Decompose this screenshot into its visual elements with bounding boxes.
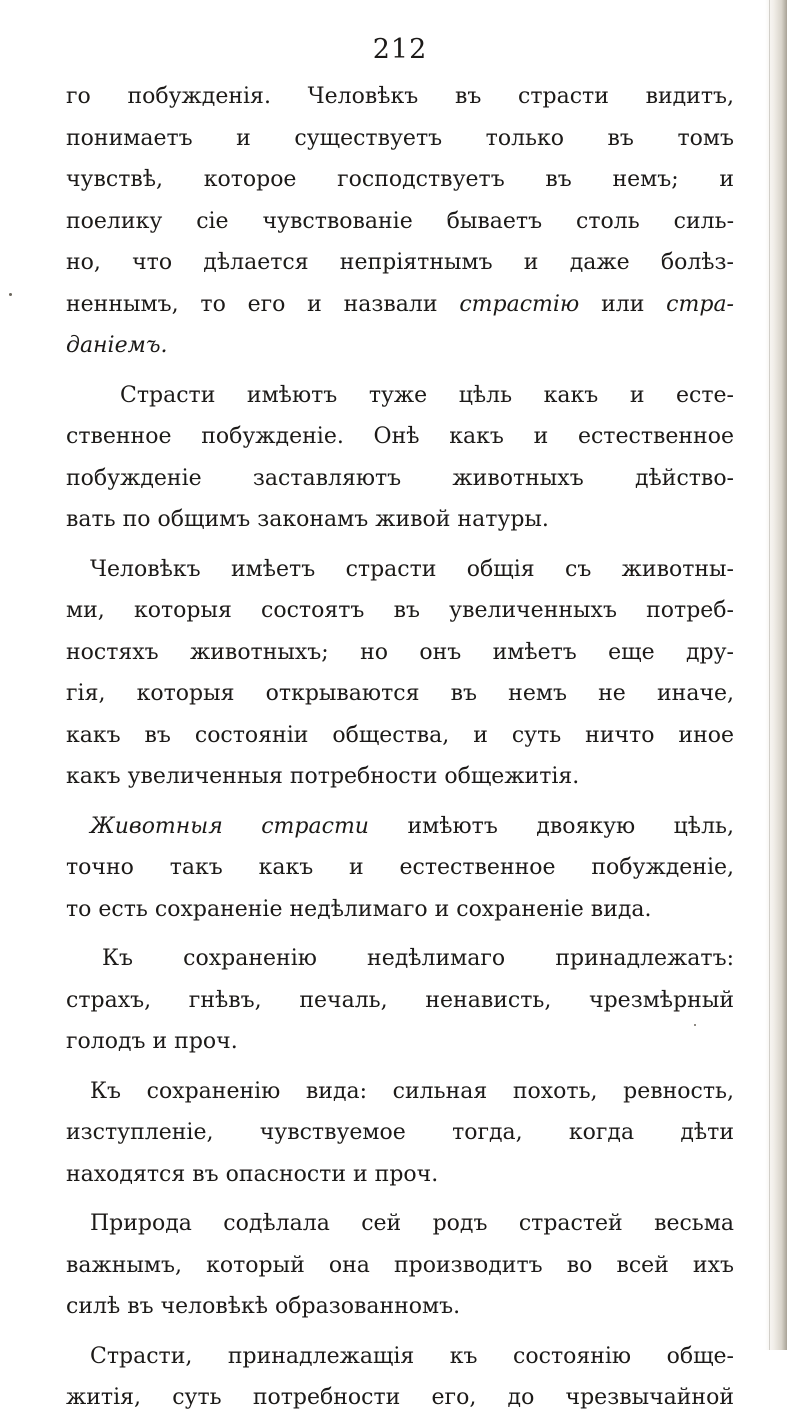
text-line: Страсти имѣютъ туже цѣль какъ и есте- (120, 382, 734, 408)
text-line (66, 284, 734, 326)
text-line: го побужденія. Человѣкъ въ страсти видитъ, (66, 84, 734, 109)
text-line: какъ увеличенныя потребности общежитія. (66, 764, 580, 789)
paragraph-3 (66, 549, 734, 798)
page-edge-line (769, 0, 770, 1350)
text-line: житія, суть потребности его, до чрезвычайной (66, 1385, 734, 1410)
text-line: понимаетъ и существуетъ только въ томъ (66, 125, 734, 151)
paragraph-1 (66, 76, 734, 367)
text-line: побужденіе заставляютъ животныхъ дѣйство- (66, 465, 734, 491)
paragraph-4 (66, 806, 734, 931)
text-span: имѣютъ двоякую цѣль, (368, 813, 735, 839)
text-line: гія, которыя открываются въ немъ не иначе, (66, 681, 734, 706)
text-line: изступленіе, чувствуемое тогда, когда дѣти (66, 1120, 734, 1145)
text-line: вать по общимъ законамъ живой натуры. (66, 507, 549, 532)
text-line: ностяхъ животныхъ; но онъ имѣетъ еще дру- (66, 639, 734, 665)
text-span: или (579, 291, 667, 317)
italic-term: даніемъ. (66, 333, 168, 358)
paragraph-5 (66, 938, 734, 1063)
text-line: Природа содѣлала сей родъ страстей весьма (90, 1211, 734, 1236)
page-number: 212 (372, 34, 428, 65)
italic-term: страстію (459, 291, 580, 317)
text-span: неннымъ, то его и назвали (66, 291, 460, 317)
italic-term: стра- (666, 291, 734, 317)
text-line: поелику сіе чувствованіе бываетъ столь силь- (66, 208, 734, 234)
text-line: Страсти, принадлежащія къ состоянію обще- (90, 1343, 734, 1369)
text-line: точно такъ какъ и естественное побужденіе, (66, 855, 734, 880)
paragraph-6 (66, 1071, 734, 1196)
text-line: Человѣкъ имѣетъ страсти общія съ животны- (90, 556, 734, 582)
text-line: силѣ въ человѣкѣ образованномъ. (66, 1294, 461, 1319)
text-line: ственное побужденіе. Онѣ какъ и естественное (66, 424, 734, 449)
paragraph-2 (66, 375, 734, 541)
text-line (66, 325, 734, 367)
text-line: голодъ и проч. (66, 1029, 238, 1054)
paper-speck (9, 293, 12, 296)
text-line: страхъ, гнѣвъ, печаль, ненависть, чрезмѣрный (66, 987, 734, 1013)
text-line: ми, которыя состоятъ въ увеличенныхъ потреб- (66, 598, 734, 623)
text-line: важнымъ, который она производитъ во всей ихъ (66, 1252, 734, 1278)
text-line: Къ сохраненію недѣлимаго принадлежатъ: (102, 946, 734, 971)
text-line (66, 806, 734, 848)
text-line: но, что дѣлается непріятнымъ и даже болѣз- (66, 250, 734, 275)
paragraph-8 (66, 1336, 734, 1419)
body-text (66, 76, 734, 1427)
text-line: чувствѣ, которое господствуетъ въ немъ; и (66, 167, 734, 192)
text-line: находятся въ опасности и проч. (66, 1161, 439, 1187)
text-line: то есть сохраненіе недѣлимаго и сохраненіе вида. (66, 896, 652, 922)
text-line: какъ въ состояніи общества, и суть ничто иное (66, 722, 734, 748)
italic-term: Животныя страсти (90, 813, 369, 839)
text-line: Къ сохраненію вида: сильная похоть, ревность, (90, 1078, 734, 1104)
paragraph-7 (66, 1203, 734, 1328)
